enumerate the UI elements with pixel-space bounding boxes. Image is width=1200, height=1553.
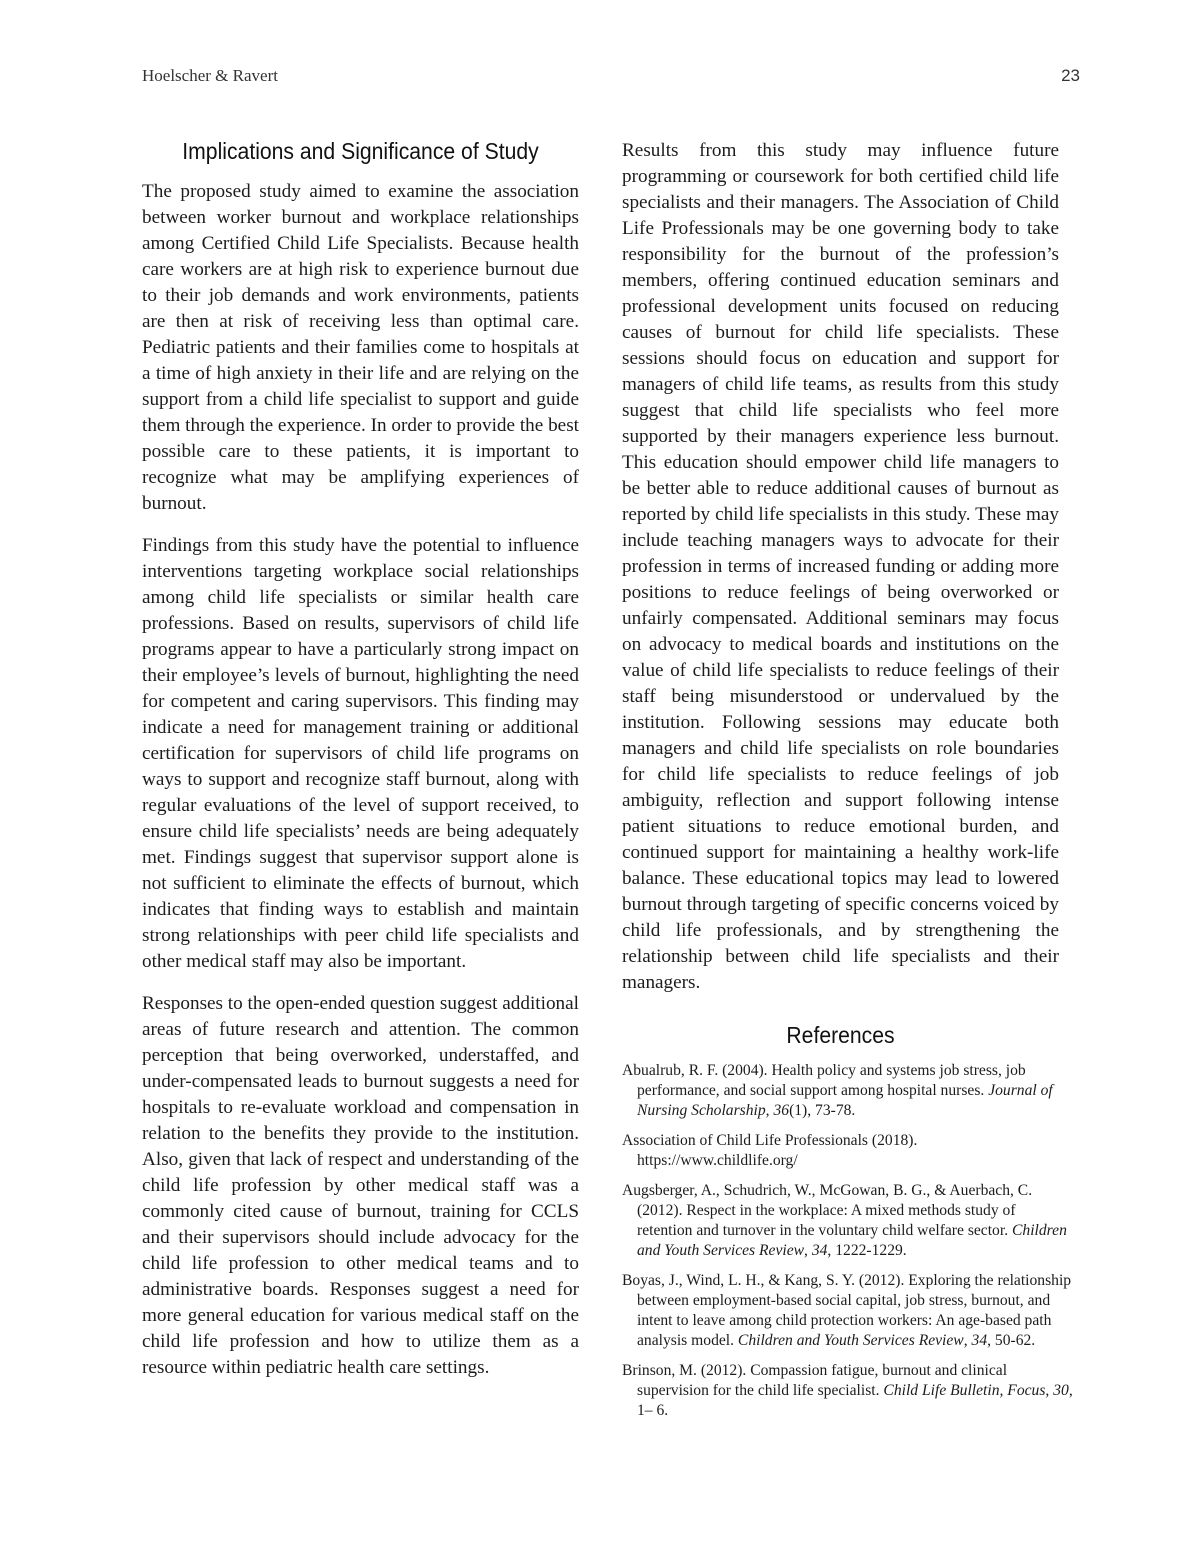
reference-item (622, 1131, 1074, 1171)
reference-journal: Children and Youth Services Review (737, 1332, 964, 1349)
paragraph: The proposed study aimed to examine the association between worker burnout and workplace relationships among Certified Child Life Specialists. Because health care workers are at high risk to experience burnout due to their job demands and work environments, patients are then at risk of receiving less than optimal care. Pediatric patients and their families come to hospitals at a time of high anxiety in their life and are relying on the support from a child life specialist to support and guide them through the experience. In order to provide the best possible care to these patients, it is important to recognize what may be amplifying experiences of burnout. (142, 181, 579, 514)
reference-text: Abualrub, R. F. (2004). Health policy and systems job stress, job performance, and social support among hospital nurses. (622, 1062, 1026, 1099)
reference-journal: Journal of Nursing Scholarship (637, 1082, 1053, 1119)
reference-sep: , (963, 1332, 972, 1349)
paragraph: Responses to the open-ended question suggest additional areas of future research and attention. The common perception that being overworked, understaffed, and under-compensated leads to burnout suggests a need for hospitals to re-evaluate workload and compensation in relation to the benefits they provide to the institution. Also, given that lack of respect and understanding of the child life profession by other medical staff was a commonly cited cause of burnout, training for CCLS and their supervisors should include advocacy for the child life profession to other medical teams and to administrative boards. Responses suggest a need for more general education for various medical staff on the child life profession and how to utilize them as a resource within pediatric health care settings. (142, 993, 579, 1378)
reference-item (622, 1061, 1074, 1121)
left-column (142, 136, 579, 1397)
right-column (622, 136, 1073, 1431)
reference-sep: , (804, 1242, 812, 1259)
reference-text: Brinson, M. (2012). Compassion fatigue, burnout and clinical supervision for the child life specialist. (622, 1362, 1008, 1399)
reference-text: Association of Child Life Professionals (2018). https://www.childlife.org/ (622, 1132, 918, 1169)
reference-sep: , (765, 1102, 774, 1119)
reference-volume: 34 (811, 1242, 828, 1259)
reference-volume: 34 (971, 1332, 988, 1349)
page-number: 23 (1061, 66, 1080, 85)
reference-item (622, 1271, 1074, 1351)
reference-volume: 30 (1053, 1382, 1069, 1399)
reference-item (622, 1181, 1074, 1261)
paragraph: Results from this study may influence future programming or coursework for both certified child life specialists and their managers. The Association of Child Life Professionals may be one governing body to take responsibility for the burnout of the profession’s members, offering continued education seminars and professional development units focused on reducing causes of burnout for child life specialists. These sessions should focus on education and support for managers of child life teams, as results from this study suggest that child life specialists who feel more supported by their managers experience less burnout. This education should empower child life managers to be better able to reduce additional causes of burnout as reported by child life specialists in this study. These may include teaching managers ways to advocate for their profession in terms of increased funding or adding more positions to reduce feelings of being overworked or unfairly compensated. Additional seminars may focus on advocacy to medical boards and institutions on the value of child life specialists to reduce feelings of their staff being misunderstood or undervalued by the institution. Following sessions may educate both managers and child life specialists on role boundaries for child life specialists to reduce feelings of job ambiguity, reflection and support following intense patient situations to reduce emotional burden, and continued support for maintaining a healthy work-life balance. These educational topics may lead to lowered burnout through targeting of specific concerns voiced by child life professionals, and by strengthening the relationship between child life specialists and their managers. (622, 140, 1059, 993)
references-heading: References (786, 1022, 895, 1048)
reference-item (622, 1361, 1074, 1421)
reference-volume: 36 (773, 1102, 790, 1119)
paragraph: Findings from this study have the potential to influence interventions targeting workplace social relationships among child life specialists or similar health care professions. Based on results, supervisors of child life programs appear to have a particularly strong impact on their employee’s levels of burnout, highlighting the need for competent and caring supervisors. This finding may indicate a need for management training or additional certification for supervisors of child life programs on ways to support and recognize staff burnout, along with regular evaluations of the level of support received, to ensure child life specialists’ needs are being adequately met. Findings suggest that supervisor support alone is not sufficient to eliminate the effects of burnout, which indicates that finding ways to establish and maintain strong relationships with peer child life specialists and other medical staff may also be important. (142, 535, 579, 972)
reference-tail: , 1– 6. (637, 1382, 1073, 1419)
reference-journal: Children and Youth Services Review (637, 1222, 1067, 1259)
reference-tail: , 1222-1229. (827, 1242, 907, 1259)
reference-tail: , 50-62. (987, 1332, 1036, 1349)
reference-sep: , (1045, 1382, 1054, 1399)
reference-list (622, 1061, 1073, 1421)
reference-journal: Child Life Bulletin, Focus (883, 1382, 1046, 1399)
reference-text: Augsberger, A., Schudrich, W., McGowan, B. G., & Auerbach, C. (2012). Respect in the workplace: A mixed methods study of retention and turnover in the voluntary child welfare sector. (622, 1182, 1033, 1239)
reference-tail: (1), 73-78. (789, 1102, 856, 1119)
reference-text: Boyas, J., Wind, L. H., & Kang, S. Y. (2012). Exploring the relationship between employment-based social capital, job stress, burnout, and intent to leave among child protection workers: An age-based path analysis model. (622, 1272, 1072, 1349)
running-head: Hoelscher & Ravert (142, 66, 278, 85)
section-heading: Implications and Significance of Study (182, 138, 539, 164)
